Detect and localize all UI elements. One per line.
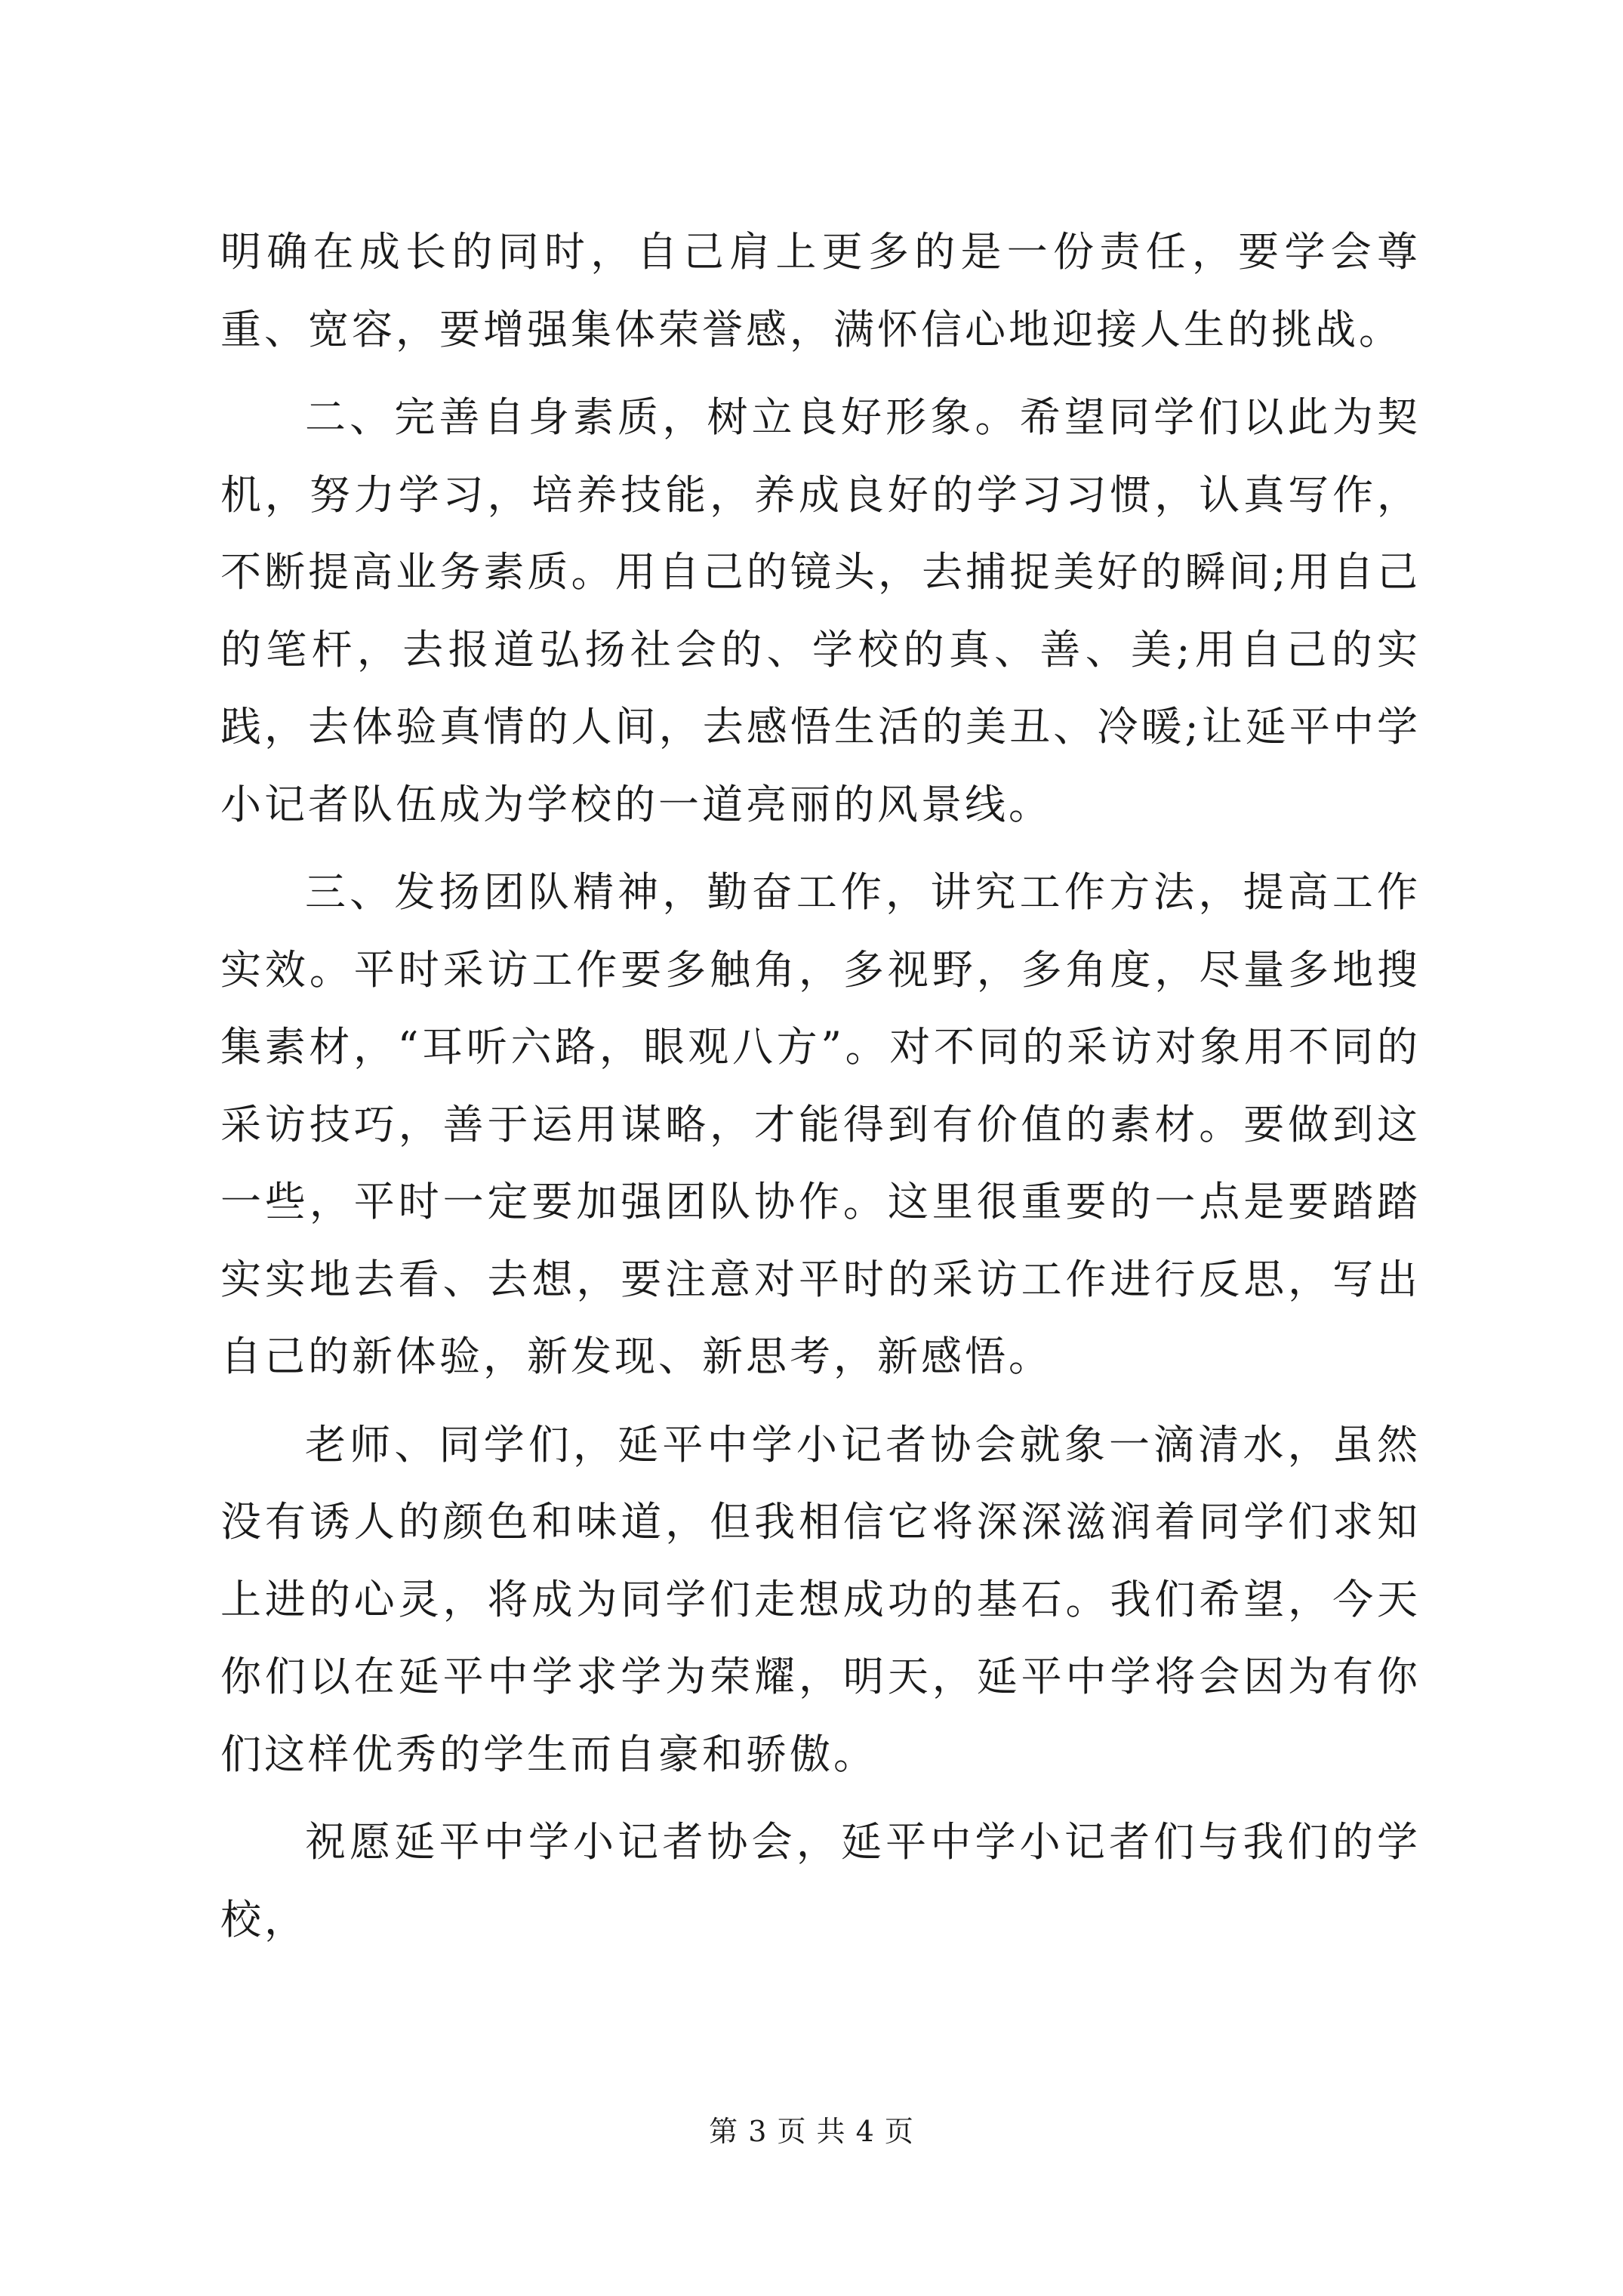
paragraph-address: 老师、同学们，延平中学小记者协会就象一滴清水，虽然没有诱人的颜色和味道，但我相信它将深深滋润着同学们求知上进的心灵，将成为同学们走想成功的基石。我们希望，今天你们以在延平中学求学为荣耀，明天，延平中学将会因为有你们这样优秀的学生而自豪和骄傲。 bbox=[220, 1420, 1421, 1778]
document-body bbox=[220, 214, 1421, 1969]
paragraph-continuation: 明确在成长的同时，自己肩上更多的是一份责任，要学会尊重、宽容，要增强集体荣誉感，满怀信心地迎接人生的挑战。 bbox=[220, 228, 1421, 353]
page-number-footer: 第 3 页 共 4 页 bbox=[709, 2115, 914, 2148]
paragraph-wishes: 祝愿延平中学小记者协会，延平中学小记者们与我们的学校， bbox=[220, 1818, 1421, 1943]
paragraph-point-three: 三、发扬团队精神，勤奋工作，讲究工作方法，提高工作实效。平时采访工作要多触角，多视野，多角度，尽量多地搜集素材，“耳听六路，眼观八方”。对不同的采访对象用不同的采访技巧，善于运用谋略，才能得到有价值的素材。要做到这一些，平时一定要加强团队协作。这里很重要的一点是要踏踏实实地去看、去想，要注意对平时的采访工作进行反思，写出自己的新体验，新发现、新思考，新感悟。 bbox=[220, 868, 1421, 1380]
paragraph-point-two: 二、完善自身素质，树立良好形象。希望同学们以此为契机，努力学习，培养技能，养成良好的学习习惯，认真写作，不断提高业务素质。用自己的镜头，去捕捉美好的瞬间;用自己的笔杆，去报道弘扬社会的、学校的真、善、美;用自己的实践，去体验真情的人间，去感悟生活的美丑、冷暖;让延平中学小记者队伍成为学校的一道亮丽的风景线。 bbox=[220, 393, 1421, 828]
